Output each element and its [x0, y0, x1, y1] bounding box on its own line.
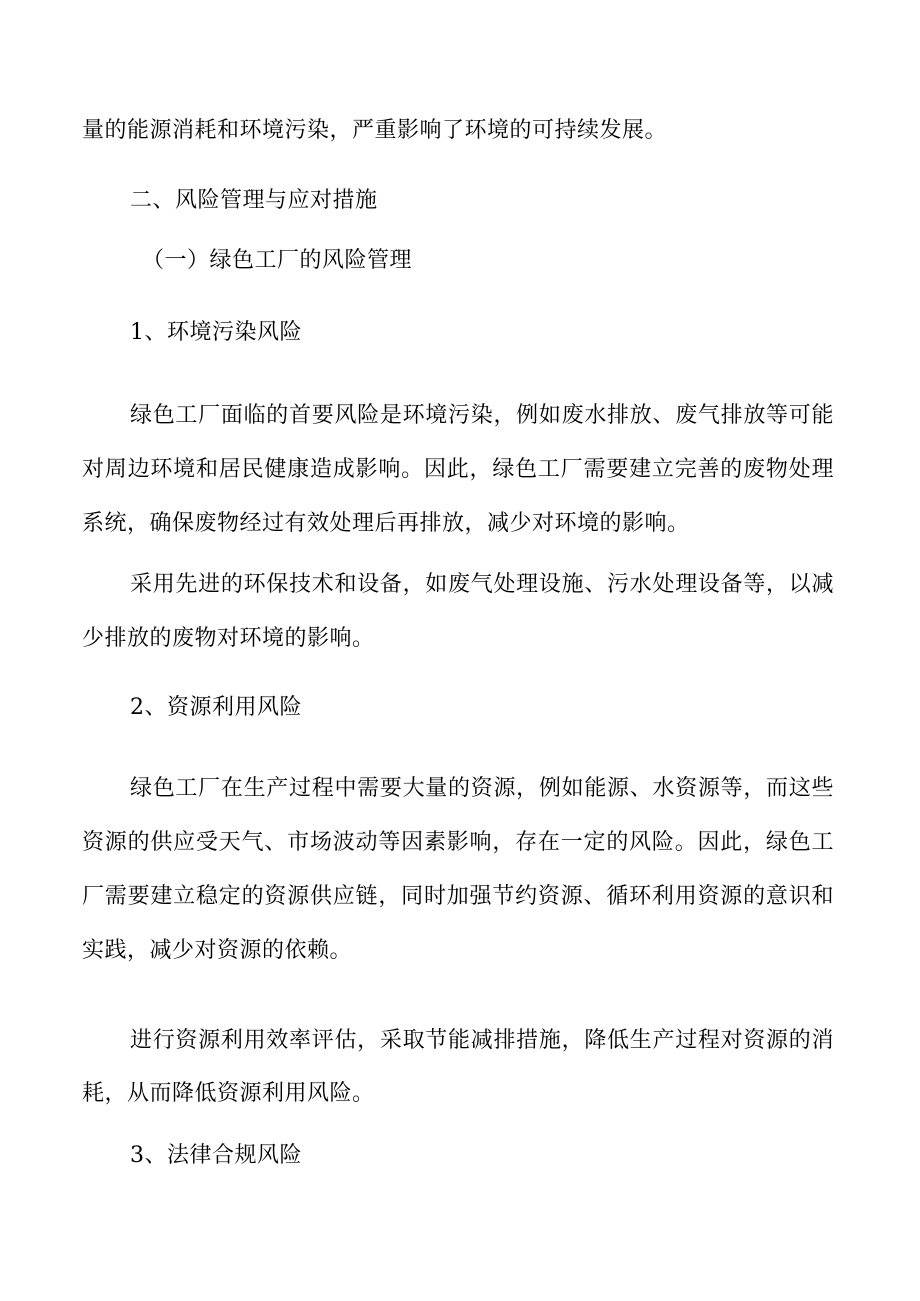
- paragraph-line: 对周边环境和居民健康造成影响。因此，绿色工厂需要建立完善的废物处理: [82, 457, 834, 482]
- paragraph-line: 系统，确保废物经过有效处理后再排放，减少对环境的影响。: [82, 511, 690, 536]
- continuation-line: 量的能源消耗和环境污染，严重影响了环境的可持续发展。: [82, 118, 668, 143]
- paragraph-line: 耗，从而降低资源利用风险。: [82, 1081, 375, 1106]
- item-heading-environmental-pollution: 1、环境污染风险: [130, 320, 302, 345]
- paragraph-line: 实践，减少对资源的依赖。: [82, 938, 353, 963]
- section-heading: 二、风险管理与应对措施: [130, 188, 378, 213]
- paragraph-line: 绿色工厂在生产过程中需要大量的资源，例如能源、水资源等，而这些: [130, 776, 834, 801]
- paragraph-line: 绿色工厂面临的首要风险是环境污染，例如废水排放、废气排放等可能: [130, 403, 834, 428]
- paragraph-line: 少排放的废物对环境的影响。: [82, 626, 375, 651]
- subsection-heading: （一）绿色工厂的风险管理: [142, 248, 413, 273]
- item-heading-resource-utilization: 2、资源利用风险: [130, 695, 302, 720]
- paragraph-line: 资源的供应受天气、市场波动等因素影响，存在一定的风险。因此，绿色工: [82, 830, 834, 855]
- paragraph-line: 厂需要建立稳定的资源供应链，同时加强节约资源、循环利用资源的意识和: [82, 884, 834, 909]
- item-heading-legal-compliance: 3、法律合规风险: [130, 1143, 302, 1168]
- paragraph-line: 进行资源利用效率评估，采取节能减排措施，降低生产过程对资源的消: [130, 1028, 834, 1053]
- paragraph-line: 采用先进的环保技术和设备，如废气处理设施、污水处理设备等，以减: [130, 572, 834, 597]
